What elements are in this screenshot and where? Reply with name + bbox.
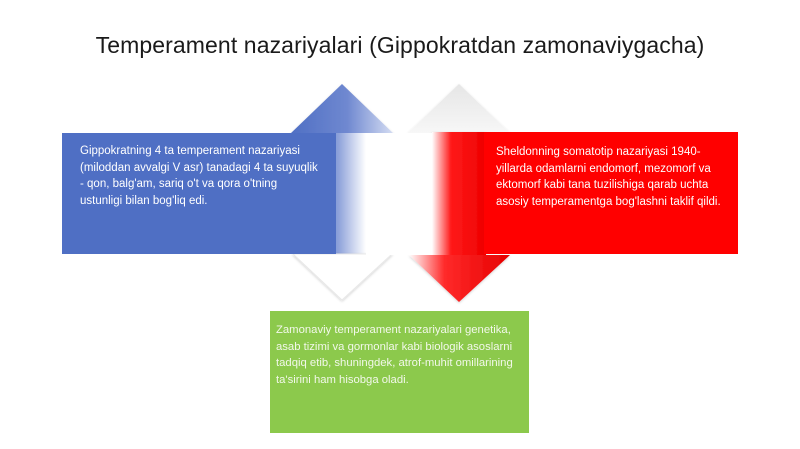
sheldon-box: Sheldonning somatotip nazariyasi 1940-yillarda odamlarni endomorf, mezomorf va ektomorf kabi tana tuzilishiga qarab uchta asosiy temperamentga bog'lashni taklif qildi. [484, 132, 738, 254]
modern-theories-box: Zamonaviy temperament nazariyalari genetika, asab tizimi va gormonlar kabi biologik asoslarni tadqiq etib, shuningdek, atrof-muhit omillarining ta'sirini ham hisobga oladi. [270, 311, 529, 433]
hippocrates-box: Gippokratning 4 ta temperament nazariyasi (miloddan avvalgi V asr) tanadagi 4 ta suyuqlik - qon, balg'am, sariq o't va qora o'tning ustunligi bilan bog'liq edi. [62, 133, 336, 254]
center-gap [366, 133, 432, 255]
slide-title: Temperament nazariyalari (Gippokratdan zamonaviygacha) [95, 32, 705, 58]
down-arrow-left-head [293, 254, 392, 300]
up-arrow-right-head [408, 84, 510, 133]
